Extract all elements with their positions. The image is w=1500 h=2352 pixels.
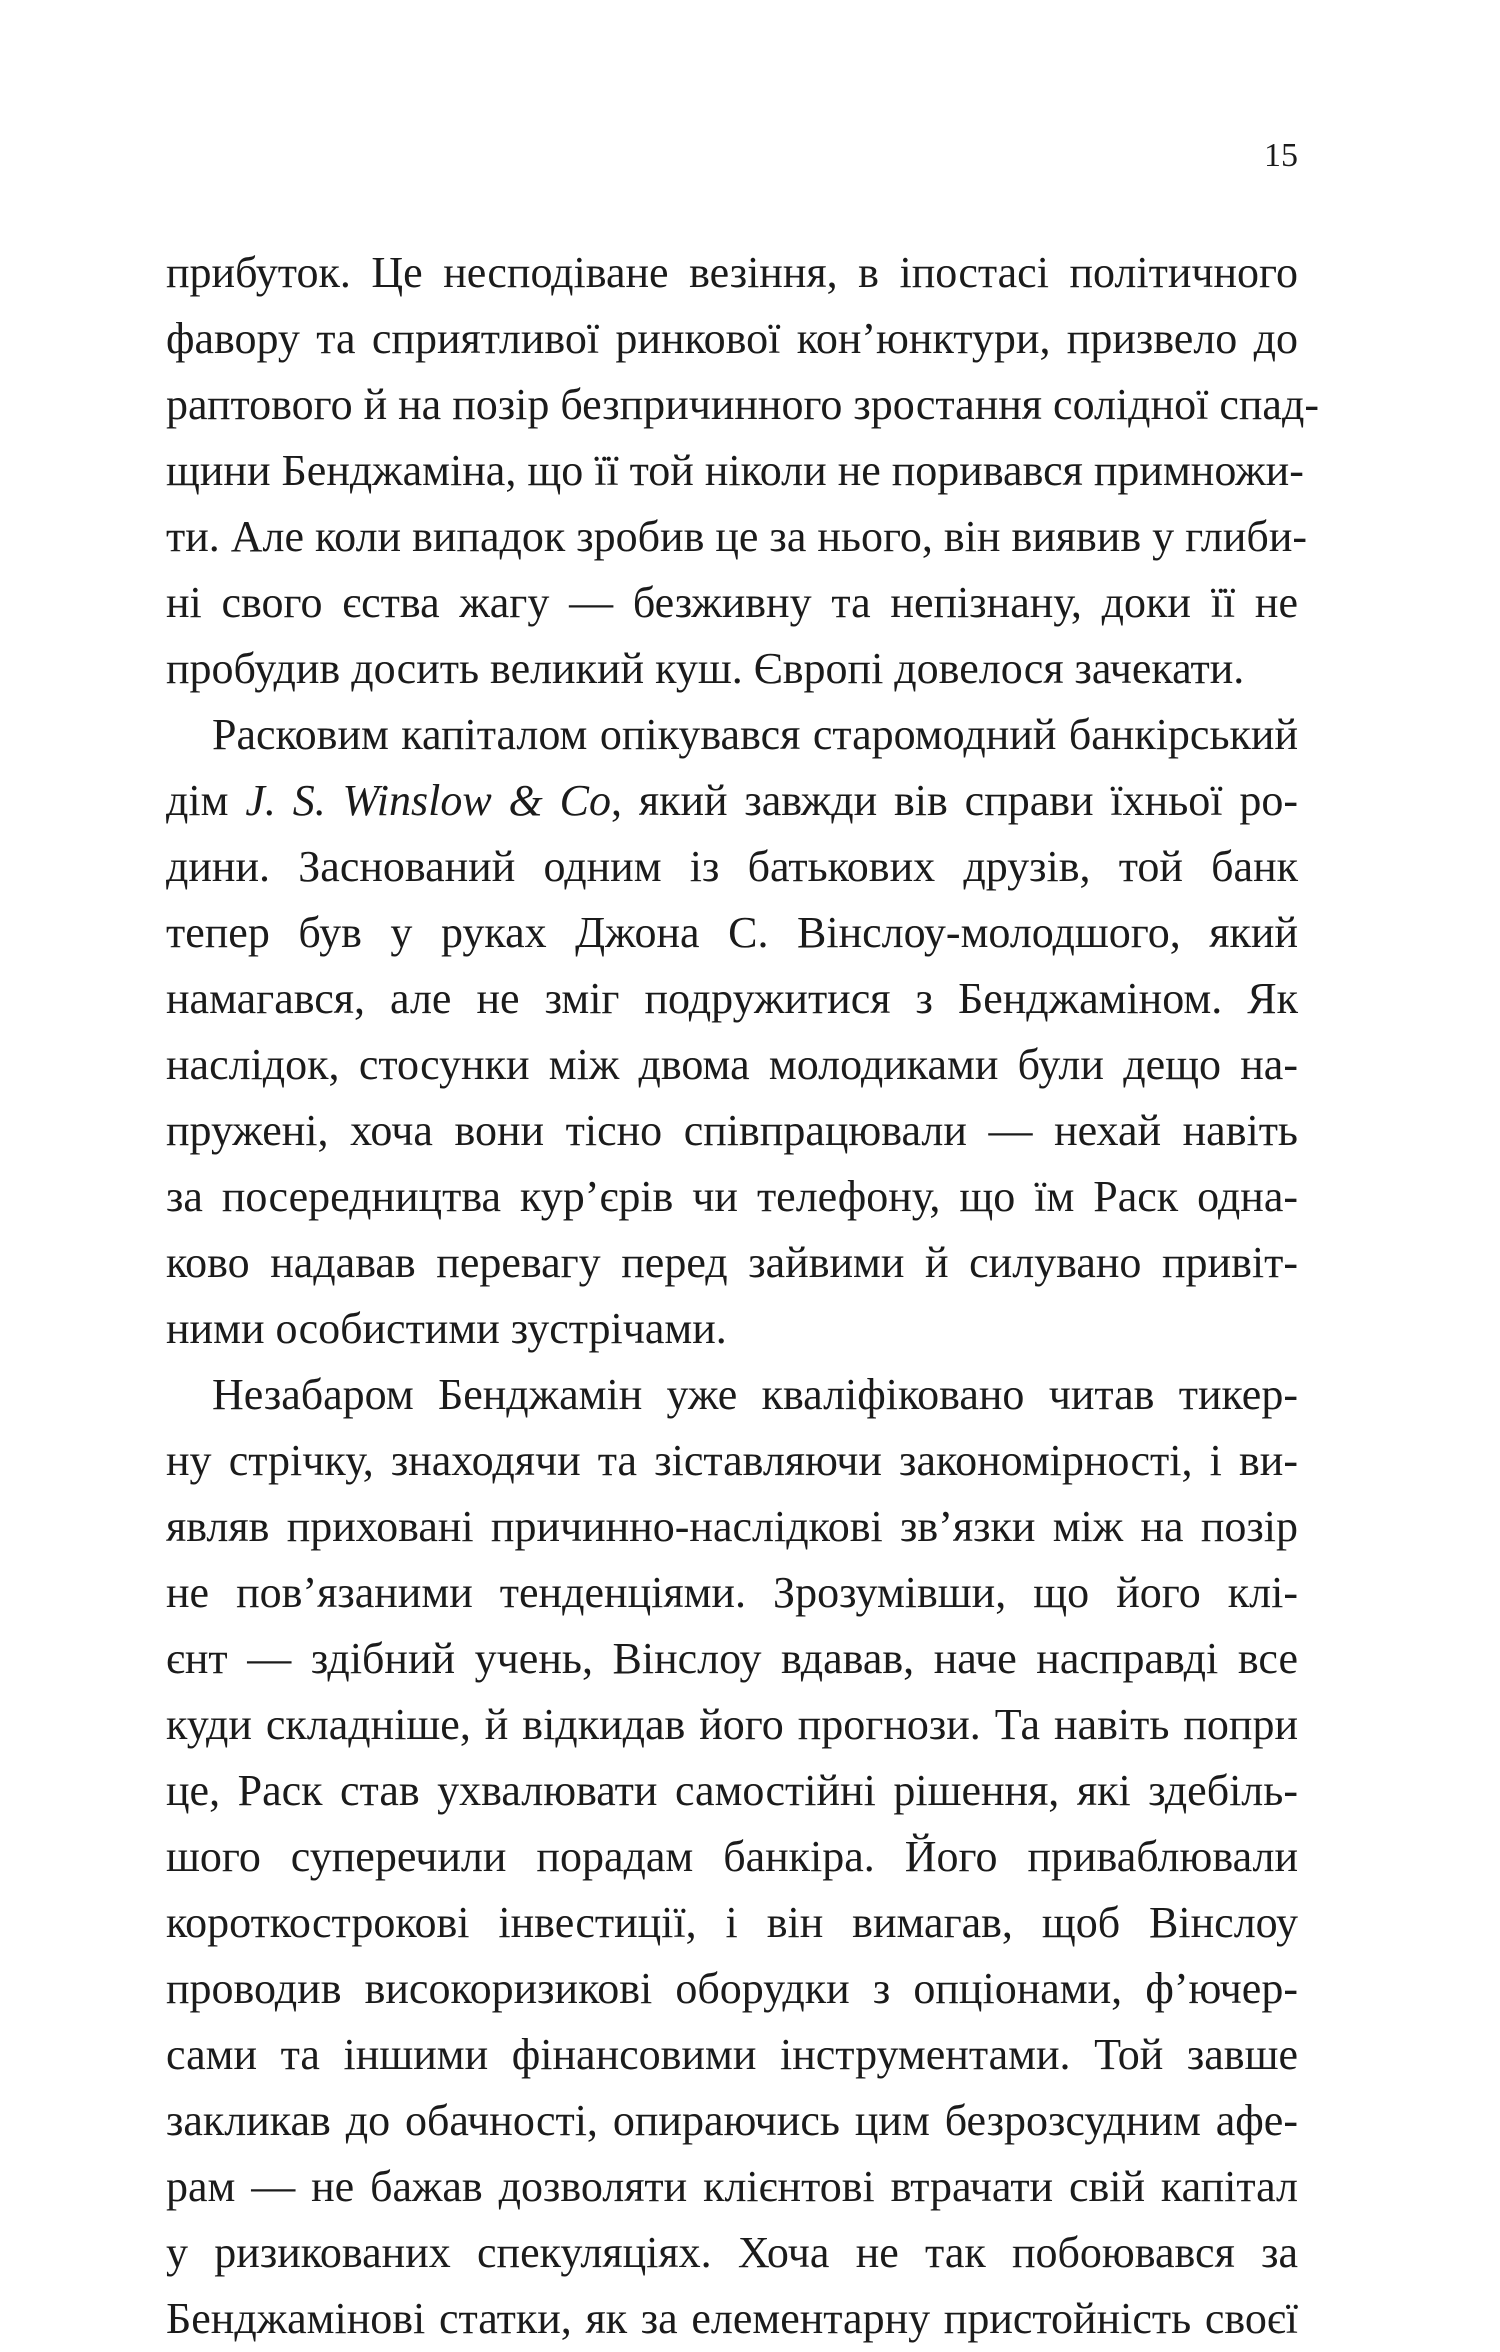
text-line: являв приховані причинно-наслідкові зв’язки між на позір: [166, 1502, 1298, 1551]
text-line: пружені, хоча вони тісно співпрацювали — нехай навіть: [166, 1106, 1298, 1155]
text-line: щини Бенджаміна, що її той ніколи не поривався примножи-: [166, 446, 1304, 495]
text-line: Расковим капіталом опікувався старомодний банкірський: [212, 710, 1298, 759]
text-line: у ризикованих спекуляціях. Хоча не так побоювався за: [166, 2228, 1298, 2277]
text-line: рам — не бажав дозволяти клієнтові втрачати свій капітал: [166, 2162, 1298, 2211]
text-line: не пов’язаними тенденціями. Зрозумівши, що його клі-: [166, 1568, 1298, 1617]
text-line: раптового й на позір безпричинного зростання солідної спад-: [166, 380, 1319, 429]
text-line: закликав до обачності, опираючись цим безрозсудним афе-: [166, 2096, 1298, 2145]
text-line: наслідок, стосунки між двома молодиками були дещо на-: [166, 1040, 1298, 1089]
text-line: за посередництва кур’єрів чи телефону, що їм Раск одна-: [166, 1172, 1298, 1221]
page-number: 15: [1264, 137, 1298, 174]
text-line: дини. Заснований одним із батькових друзів, той банк: [166, 842, 1298, 891]
body-text: [166, 240, 1319, 2352]
bank-name-italic: J. S. Winslow & Co: [245, 776, 611, 825]
text-line: це, Раск став ухвалювати самостійні рішення, які здебіль-: [166, 1766, 1298, 1815]
text-fragment: дім: [166, 776, 246, 825]
paragraph-2: [166, 702, 1298, 1362]
text-line: фавору та сприятливої ринкової кон’юнктури, призвело до: [166, 314, 1298, 363]
text-line: шого суперечили порадам банкіра. Його приваблювали: [166, 1832, 1298, 1881]
text-line: намагався, але не зміг подружитися з Бенджаміном. Як: [166, 974, 1298, 1023]
text-line: ти. Але коли випадок зробив це за нього, він виявив у глиби-: [166, 512, 1308, 561]
text-line: ними особистими зустрічами.: [166, 1304, 727, 1353]
text-line: куди складніше, й відкидав його прогнози. Та навіть попри: [166, 1700, 1298, 1749]
paragraph-3: [166, 1362, 1298, 2352]
paragraph-1: [166, 240, 1319, 702]
text-line: Незабаром Бенджамін уже кваліфіковано читав тикер-: [212, 1370, 1298, 1419]
text-line: сами та іншими фінансовими інструментами. Той завше: [166, 2030, 1298, 2079]
text-line: короткострокові інвестиції, і він вимагав, щоб Вінслоу: [166, 1898, 1298, 1947]
text-line: ну стрічку, знаходячи та зіставляючи закономірності, і ви-: [166, 1436, 1298, 1485]
text-line: Бенджамінові статки, як за елементарну пристойність своєї: [166, 2294, 1298, 2343]
text-line-mixed: [166, 768, 1298, 834]
text-line: тепер був у руках Джона С. Вінслоу-молодшого, який: [166, 908, 1298, 957]
text-line: ні свого єства жагу — безживну та непізнану, доки її не: [166, 578, 1298, 627]
text-line: пробудив досить великий куш. Європі довелося зачекати.: [166, 644, 1245, 693]
text-fragment: , який завжди вів справи їхньої ро-: [610, 776, 1298, 825]
text-line: прибуток. Це несподіване везіння, в іпостасі політичного: [166, 248, 1298, 297]
text-line: проводив високоризикові оборудки з опціонами, ф’ючер-: [166, 1964, 1298, 2013]
text-line: єнт — здібний учень, Вінслоу вдавав, наче насправді все: [166, 1634, 1298, 1683]
text-line: ково надавав перевагу перед зайвими й силувано привіт-: [166, 1238, 1298, 1287]
